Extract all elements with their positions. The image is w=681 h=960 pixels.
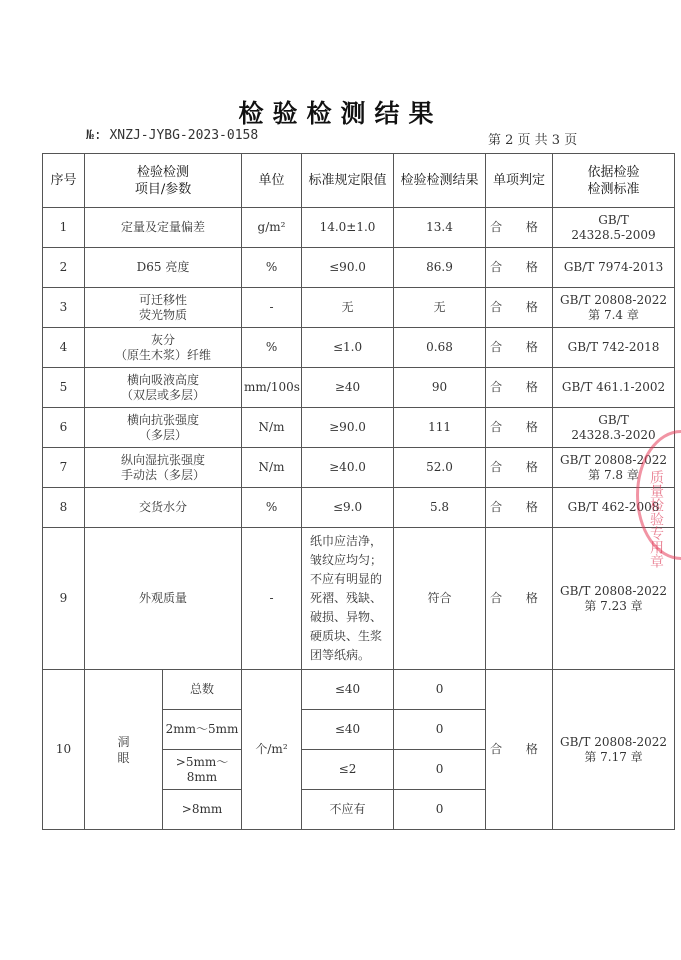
row-result: 86.9 (394, 248, 486, 288)
table-row (43, 408, 675, 448)
row-item-line: 横向吸液高度 (127, 372, 200, 387)
row-judgement: 合 格 (486, 328, 553, 368)
row-unit: N/m (242, 408, 302, 448)
row-unit: g/m² (242, 208, 302, 248)
row-judgement: 合 格 (486, 288, 553, 328)
row-standard (553, 670, 675, 830)
row-standard-line: GB/T 742-2018 (567, 340, 660, 354)
report-title: 检验检测结果 (238, 99, 443, 128)
row-limit: ≤90.0 (302, 248, 394, 288)
row-item-line: 荧光物质 (139, 307, 188, 322)
row-limit: 14.0±1.0 (302, 208, 394, 248)
row-item-line: （双层或多层） (121, 387, 206, 402)
row-result: 0 (394, 750, 486, 790)
col-header-result: 检验检测结果 (394, 154, 486, 208)
row-unit: - (242, 528, 302, 670)
col-header-no: 序号 (43, 154, 85, 208)
row-result: 5.8 (394, 488, 486, 528)
col-header-item (85, 154, 242, 208)
row-sub-item-line: >5mm～ (175, 754, 229, 769)
row-standard-line: 第 7.8 章 (588, 467, 639, 482)
row-standard (553, 248, 675, 288)
row-judgement: 合 格 (486, 208, 553, 248)
row-limit: 无 (302, 288, 394, 328)
row-item (85, 208, 242, 248)
table-row (43, 328, 675, 368)
row-limit: ≤40 (302, 670, 394, 710)
row-limit-line: 皱纹应均匀； (310, 553, 383, 567)
row-unit: mm/100s (242, 368, 302, 408)
col-header-standard (553, 154, 675, 208)
row-limit-line: 死褶、残缺、 (310, 591, 383, 605)
row-number: 7 (43, 448, 85, 488)
row-item (85, 288, 242, 328)
row-number: 6 (43, 408, 85, 448)
row-item-line: 眼 (117, 750, 130, 765)
col-header-unit: 单位 (242, 154, 302, 208)
row-number: 2 (43, 248, 85, 288)
row-number: 3 (43, 288, 85, 328)
row-number: 1 (43, 208, 85, 248)
row-limit-line: 纸巾应洁净， (310, 534, 383, 548)
row-item-line: 手动法（多层） (121, 467, 206, 482)
row-standard-line: 24328.3-2020 (571, 427, 656, 442)
row-number: 8 (43, 488, 85, 528)
row-item (85, 328, 242, 368)
row-judgement: 合 格 (486, 528, 553, 670)
row-standard-line: GB/T 461.1-2002 (561, 380, 666, 394)
row-sub-item-line: 2mm～5mm (165, 722, 239, 736)
table-row (43, 528, 675, 670)
table-row (43, 248, 675, 288)
table-header-row (43, 154, 675, 208)
row-sub-item-line: >8mm (181, 802, 223, 816)
row-item (85, 368, 242, 408)
row-standard (553, 328, 675, 368)
table-row (43, 368, 675, 408)
row-item (85, 488, 242, 528)
row-item (85, 448, 242, 488)
row-sub-item (163, 710, 242, 750)
row-standard-line: 24328.5-2009 (571, 227, 656, 242)
row-standard-line: GB/T 7974-2013 (563, 260, 664, 274)
row-result: 52.0 (394, 448, 486, 488)
row-standard-line: GB/T 20808-2022 (559, 292, 668, 307)
row-unit: % (242, 248, 302, 288)
row-result: 无 (394, 288, 486, 328)
page-info: 第 2 页 共 3 页 (488, 133, 578, 148)
row-judgement: 合 格 (486, 448, 553, 488)
row-result: 0 (394, 710, 486, 750)
seal-stamp-text: 质量检验专用章 (648, 470, 664, 568)
document-number: №: XNZJ-JYBG-2023-0158 (86, 128, 259, 143)
row-standard-line: GB/T 20808-2022 (559, 583, 668, 598)
row-number: 5 (43, 368, 85, 408)
row-result: 0.68 (394, 328, 486, 368)
table-row (43, 488, 675, 528)
row-result: 0 (394, 670, 486, 710)
row-sub-item (163, 750, 242, 790)
row-standard-line: 第 7.17 章 (584, 749, 643, 764)
row-item: 外观质量 (85, 528, 242, 670)
row-standard-line: 第 7.23 章 (584, 598, 643, 613)
row-item-line: 可迁移性 (139, 292, 188, 307)
row-result: 0 (394, 790, 486, 830)
row-result: 符合 (394, 528, 486, 670)
row-limit: ≤40 (302, 710, 394, 750)
col-header-standard-line: 检测标准 (587, 181, 640, 197)
table-row (43, 670, 675, 710)
row-limit: ≤1.0 (302, 328, 394, 368)
row-limit-line: 团等纸病。 (310, 648, 371, 662)
row-sub-item-line: 8mm (186, 769, 218, 784)
row-item (85, 670, 163, 830)
row-item-line: （多层） (139, 427, 188, 442)
row-item-line: D65 亮度 (136, 260, 190, 274)
row-item-line: 灰分 (151, 332, 176, 347)
col-header-judgement: 单项判定 (486, 154, 553, 208)
row-standard-line: GB/T 462-2008 (567, 500, 660, 514)
row-item-line: 交货水分 (139, 500, 188, 514)
row-judgement: 合 格 (486, 368, 553, 408)
col-header-limit: 标准规定限值 (302, 154, 394, 208)
row-judgement: 合 格 (486, 670, 553, 830)
row-item-line: 横向抗张强度 (127, 412, 200, 427)
row-standard-line: GB/T (598, 212, 629, 227)
row-standard-line: 第 7.4 章 (588, 307, 639, 322)
row-standard (553, 368, 675, 408)
row-item-line: 纵向湿抗张强度 (121, 452, 206, 467)
col-header-item-line: 检验检测 (137, 164, 190, 180)
row-limit-line: 破损、异物、 (310, 610, 383, 624)
row-sub-item (163, 790, 242, 830)
row-limit: ≥90.0 (302, 408, 394, 448)
row-item-line: 洞 (117, 734, 130, 749)
row-standard (553, 208, 675, 248)
row-number: 10 (43, 670, 85, 830)
row-unit: % (242, 488, 302, 528)
row-judgement: 合 格 (486, 488, 553, 528)
row-sub-item (163, 670, 242, 710)
row-unit: % (242, 328, 302, 368)
row-sub-item-line: 总数 (190, 682, 215, 696)
row-item-line: 定量及定量偏差 (121, 220, 206, 234)
row-unit: 个/m² (242, 670, 302, 830)
table-row (43, 208, 675, 248)
row-limit (302, 528, 394, 670)
row-number: 4 (43, 328, 85, 368)
row-judgement: 合 格 (486, 248, 553, 288)
table-row (43, 448, 675, 488)
row-limit-line: 不应有明显的 (310, 572, 383, 586)
row-result: 13.4 (394, 208, 486, 248)
table-row (43, 288, 675, 328)
row-number: 9 (43, 528, 85, 670)
row-limit: ≥40.0 (302, 448, 394, 488)
row-item (85, 248, 242, 288)
row-limit: ≥40 (302, 368, 394, 408)
row-limit-line: 硬质块、生浆 (310, 629, 383, 643)
row-unit: N/m (242, 448, 302, 488)
results-table (42, 153, 675, 830)
row-standard-line: GB/T 20808-2022 (559, 452, 668, 467)
row-standard-line: GB/T (598, 412, 629, 427)
row-unit: - (242, 288, 302, 328)
col-header-standard-line: 依据检验 (587, 164, 640, 180)
row-judgement: 合 格 (486, 408, 553, 448)
row-item (85, 408, 242, 448)
row-standard-line: GB/T 20808-2022 (559, 734, 668, 749)
row-limit: ≤9.0 (302, 488, 394, 528)
row-standard (553, 288, 675, 328)
row-result: 90 (394, 368, 486, 408)
col-header-item-line: 项目/参数 (134, 181, 192, 197)
row-limit: ≤2 (302, 750, 394, 790)
row-result: 111 (394, 408, 486, 448)
row-limit: 不应有 (302, 790, 394, 830)
row-item-line: （原生木浆）纤维 (115, 347, 212, 362)
